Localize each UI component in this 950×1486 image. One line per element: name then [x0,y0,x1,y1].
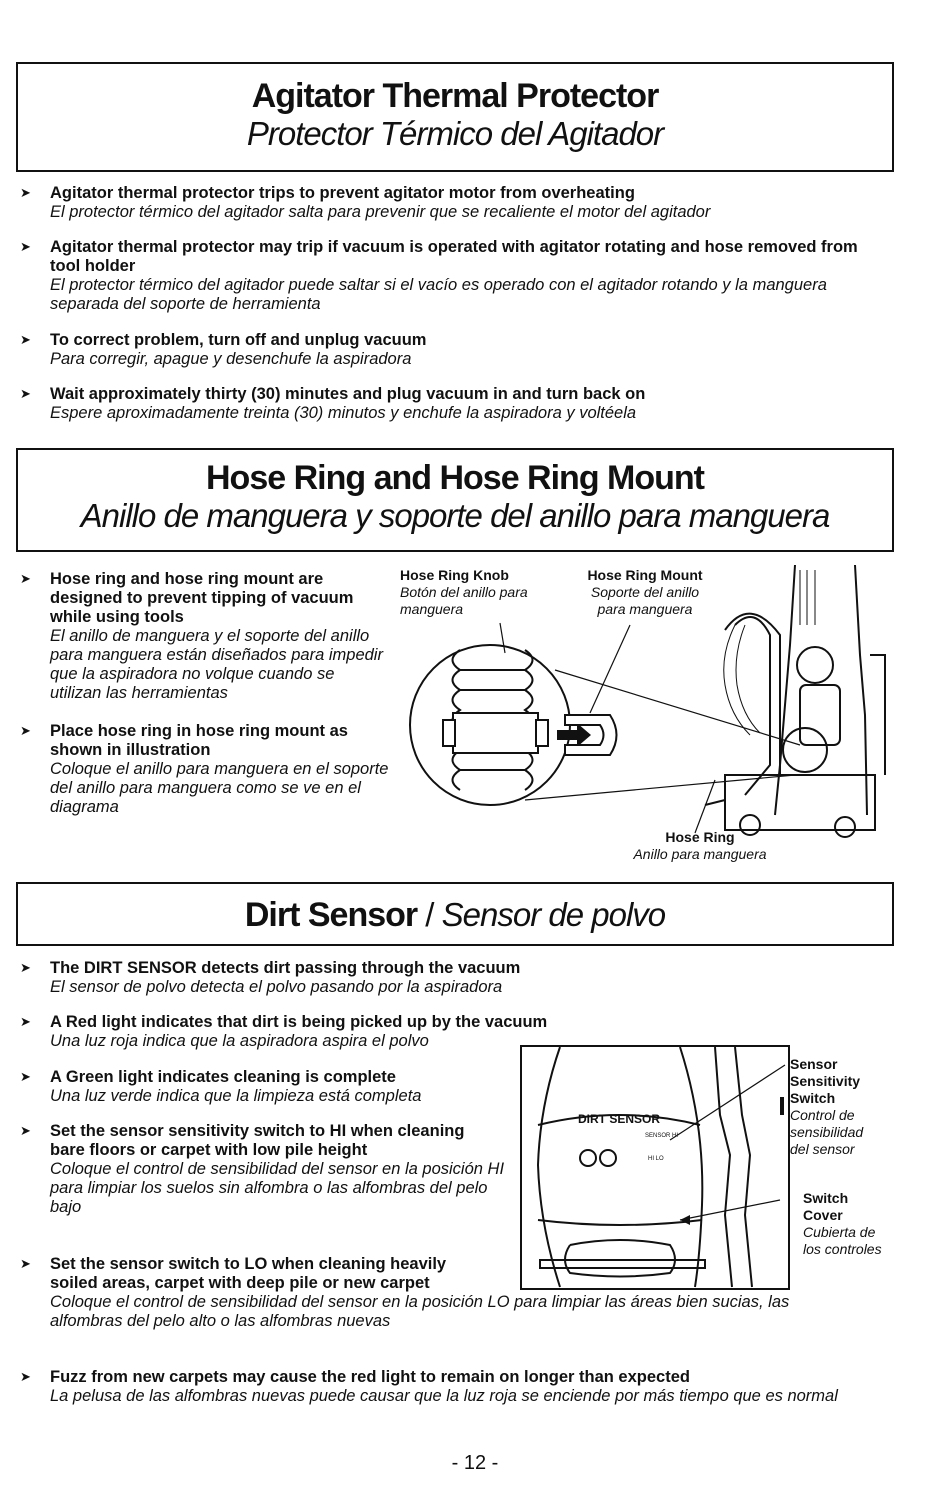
bullet-text-en: The DIRT SENSOR detects dirt passing through the vacuum [50,959,521,977]
bullet-text-es: El sensor de polvo detecta el polvo pasando por la aspiradora [50,978,503,996]
arrow-icon: ➤ [20,1256,31,1271]
label-es: Botón del anillo para manguera [400,584,528,617]
bullet-text-es: Para corregir, apague y desenchufe la aspiradora [50,350,412,368]
bullet-text-en: A Red light indicates that dirt is being picked up by the vacuum [50,1013,548,1031]
arrow-icon: ➤ [20,571,31,586]
dirt-sensor-title: Dirt Sensor [244,896,418,934]
bullet-text-en: Agitator thermal protector may trip if vacuum is operated with agitator rotating and hose removed from tool holder [50,238,858,275]
agitator-title: Agitator Thermal Protector [251,77,659,115]
hose-ring-header-box [16,448,894,552]
label-es: Anillo para manguera [633,846,767,862]
label-en: Hose Ring Mount [587,567,703,583]
bullet-text-es: Una luz verde indica que la limpieza está completa [50,1087,422,1105]
label-en: Hose Ring [665,829,735,845]
arrow-icon: ➤ [20,185,31,200]
bullet-text-es: El protector térmico del agitador puede saltar si el vacío es operado con el agitador rotando y la manguera separada del soporte de herramienta [50,276,827,313]
bullet-text-en: To correct problem, turn off and unplug vacuum [50,331,427,349]
dirt-sensor-header-box [16,882,894,946]
arrow-icon: ➤ [20,386,31,401]
dirt-sensor-panel-label: DIRT SENSOR [578,1112,661,1126]
label-en: Sensor Sensitivity Switch [790,1056,861,1106]
label-es: Soporte del anillo para manguera [590,584,700,617]
dirt-sensor-illustration [520,1045,795,1290]
bullet-text-en: Hose ring and hose ring mount are designed to prevent tipping of vacuum while using tools [50,570,354,626]
bullet-text-en: A Green light indicates cleaning is complete [50,1068,396,1086]
agitator-header-box [16,62,894,172]
bullet-text-es: Coloque el control de sensibilidad del sensor en la posición HI para limpiar los suelos sin alfombra o las alfombras del pelo bajo [50,1160,505,1216]
bullet-text-es: El anillo de manguera y el soporte del anillo para manguera están diseñados para impedir que la aspiradora no volque cuando se utilizan las herramientas [50,627,383,702]
bullet-text-en: Agitator thermal protector trips to prevent agitator motor from overheating [50,184,635,202]
arrow-icon: ➤ [20,960,31,975]
arrow-icon: ➤ [20,1069,31,1084]
sensor-switch-hi-label: SENSOR HI [645,1133,679,1139]
hose-ring-subtitle: Anillo de manguera y soporte del anillo para manguera [80,497,830,535]
sensor-sensitivity-switch-label [790,1056,890,1158]
hose-ring-title: Hose Ring and Hose Ring Mount [206,459,704,497]
bullet-text-en: Place hose ring in hose ring mount as shown in illustration [50,722,348,759]
hose-ring-mount-label [570,567,720,618]
bullet-text-es: La pelusa de las alfombras nuevas puede causar que la luz roja se enciende por más tiempo que es normal [50,1387,838,1405]
page-number: - 12 - [451,1452,499,1474]
arrow-icon: ➤ [20,239,31,254]
hose-ring-knob-label [400,567,570,618]
switch-cover-label [803,1190,893,1258]
arrow-icon: ➤ [20,1014,31,1029]
label-es: Control de sensibilidad del sensor [790,1107,864,1157]
bullet-text-en: Wait approximately thirty (30) minutes and plug vacuum in and turn back on [50,385,646,403]
arrow-icon: ➤ [20,1369,31,1384]
arrow-icon: ➤ [20,332,31,347]
label-en: Hose Ring Knob [400,567,509,583]
bullet-text-es: Coloque el anillo para manguera en el soporte del anillo para manguera como se ve en el diagrama [50,760,389,816]
arrow-icon: ➤ [20,723,31,738]
agitator-subtitle: Protector Térmico del Agitador [246,115,664,153]
hose-ring-label [610,829,790,863]
sensor-switch-lo-label: HI LO [648,1156,664,1162]
dirt-sensor-separator: / [417,896,442,933]
bullet-text-en: Set the sensor sensitivity switch to HI when cleaning bare floors or carpet with low pile height [50,1122,465,1159]
bullet-text-es: Espere aproximadamente treinta (30) minutos y enchufe la aspiradora y voltéela [50,404,637,422]
arrow-icon: ➤ [20,1123,31,1138]
label-es: Cubierta de los controles [803,1224,882,1257]
bullet-text-en: Set the sensor switch to LO when cleaning heavily soiled areas, carpet with deep pile or new carpet [50,1255,447,1292]
bullet-text-es: Una luz roja indica que la aspiradora aspira el polvo [50,1032,429,1050]
dirt-sensor-subtitle: Sensor de polvo [441,896,666,933]
bullet-text-es: El protector térmico del agitador salta para prevenir que se recaliente el motor del agitador [50,203,711,221]
bullet-text-es: Coloque el control de sensibilidad del sensor en la posición LO para limpiar las áreas bien sucias, las alfombras del pelo alto o las alfombras nuevas [50,1293,790,1330]
bullet-text-en: Fuzz from new carpets may cause the red light to remain on longer than expected [50,1368,690,1386]
label-en: Switch Cover [803,1190,849,1223]
